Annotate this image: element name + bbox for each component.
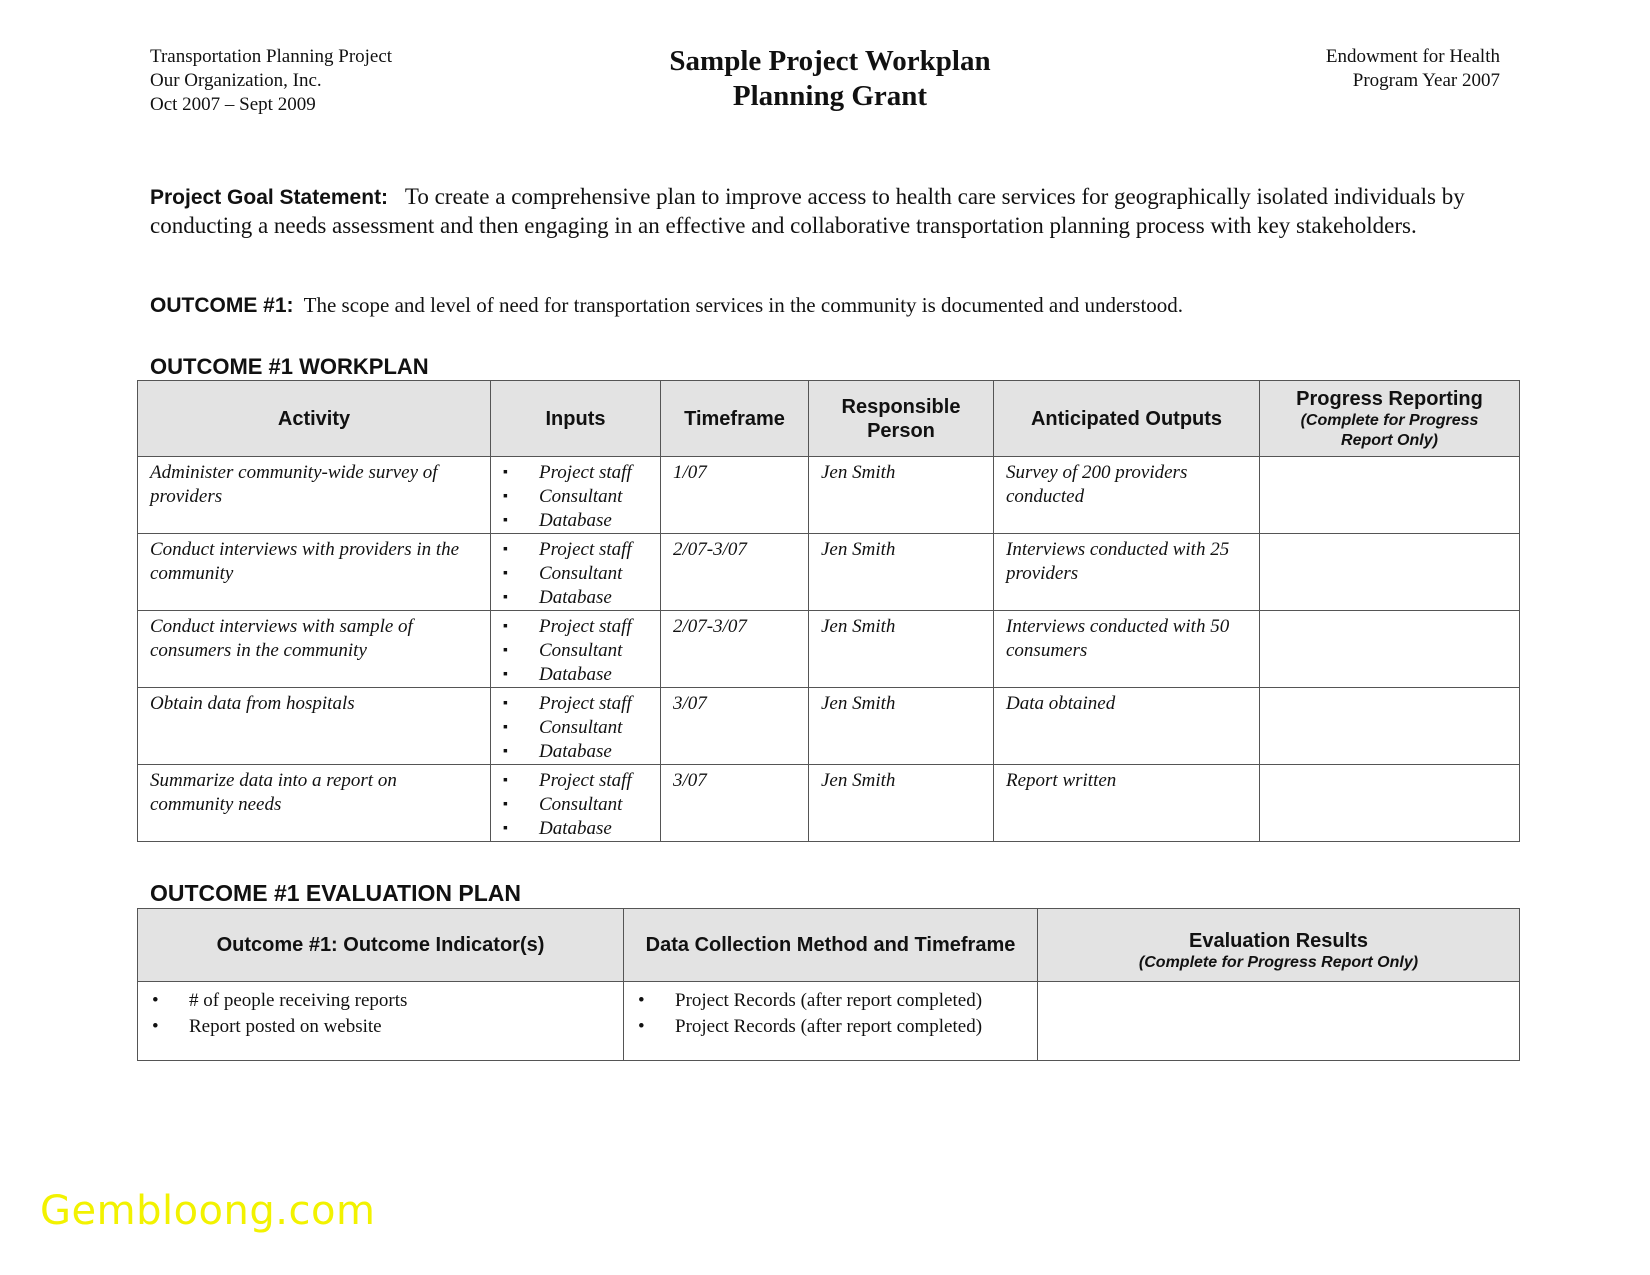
responsible-person-cell: Jen Smith — [809, 457, 994, 534]
indicator-item: • Report posted on website — [150, 1014, 611, 1040]
funder-name: Endowment for Health — [1325, 46, 1500, 67]
progress-reporting-label: Progress Reporting — [1296, 387, 1483, 410]
outputs-cell: Interviews conducted with 50 consumers — [994, 611, 1260, 688]
inputs-cell — [491, 457, 661, 534]
organization-name: Our Organization, Inc. — [150, 70, 322, 91]
methods-cell — [624, 982, 1038, 1061]
table-row — [138, 611, 1520, 688]
bullet-icon: ▪ — [503, 667, 508, 682]
timeframe-cell: 3/07 — [661, 765, 809, 842]
input-item: ▪ Database — [503, 664, 612, 685]
outputs-cell: Interviews conducted with 25 providers — [994, 534, 1260, 611]
responsible-person-cell: Jen Smith — [809, 765, 994, 842]
progress-cell — [1260, 534, 1520, 611]
bullet-icon: • — [152, 1016, 159, 1037]
header-anticipated-outputs: Anticipated Outputs — [994, 381, 1260, 457]
header-outcome-indicators: Outcome #1: Outcome Indicator(s) — [138, 909, 624, 982]
header-data-collection: Data Collection Method and Timeframe — [624, 909, 1038, 982]
input-item: ▪ Consultant — [503, 486, 623, 507]
header-responsible-person: Responsible Person — [809, 381, 994, 457]
inputs-cell — [491, 534, 661, 611]
input-item: ▪ Project staff — [503, 693, 632, 714]
program-year: Program Year 2007 — [1352, 70, 1500, 91]
bullet-icon: ▪ — [503, 773, 508, 788]
bullet-icon: ▪ — [503, 590, 508, 605]
bullet-icon: ▪ — [503, 643, 508, 658]
goal-label: Project Goal Statement: — [150, 186, 389, 209]
responsible-person-cell: Jen Smith — [809, 688, 994, 765]
progress-cell — [1260, 457, 1520, 534]
evaluation-results-cell — [1038, 982, 1520, 1061]
bullet-icon: ▪ — [503, 720, 508, 735]
table-row — [138, 765, 1520, 842]
bullet-icon: ▪ — [503, 542, 508, 557]
table-row — [138, 688, 1520, 765]
inputs-cell — [491, 688, 661, 765]
table-row — [138, 534, 1520, 611]
header-progress-reporting — [1260, 381, 1520, 457]
bullet-icon: • — [638, 990, 645, 1011]
bullet-icon: ▪ — [503, 696, 508, 711]
input-item: ▪ Database — [503, 587, 612, 608]
input-item: ▪ Project staff — [503, 770, 632, 791]
timeframe-cell: 3/07 — [661, 688, 809, 765]
project-dates: Oct 2007 – Sept 2009 — [150, 94, 316, 115]
project-name: Transportation Planning Project — [150, 46, 393, 67]
goal-text: To create a comprehensive plan to improve access to health care services for geographically isolated individuals by conducting a needs assessment and then engaging in an effective and collaborative transportation planning process with key stakeholders. — [150, 184, 1465, 238]
bullet-icon: ▪ — [503, 797, 508, 812]
activity-cell: Obtain data from hospitals — [138, 688, 491, 765]
header-right — [1326, 45, 1500, 93]
activity-cell: Conduct interviews with providers in the community — [138, 534, 491, 611]
timeframe-cell: 1/07 — [661, 457, 809, 534]
responsible-person-cell: Jen Smith — [809, 534, 994, 611]
inputs-cell — [491, 611, 661, 688]
inputs-cell — [491, 765, 661, 842]
goal-statement — [150, 183, 1510, 240]
progress-cell — [1260, 611, 1520, 688]
bullet-icon: ▪ — [503, 821, 508, 836]
indicator-item: • # of people receiving reports — [150, 988, 611, 1014]
input-item: ▪ Database — [503, 818, 612, 839]
page-subtitle: Planning Grant — [732, 80, 928, 112]
outputs-cell: Data obtained — [994, 688, 1260, 765]
input-item: ▪ Consultant — [503, 794, 623, 815]
indicators-cell — [138, 982, 624, 1061]
workplan-table — [137, 380, 1520, 842]
progress-reporting-note: (Complete for Progress Report Only) — [1300, 411, 1479, 449]
bullet-icon: ▪ — [503, 566, 508, 581]
header-title — [530, 44, 1130, 114]
activity-cell: Summarize data into a report on community needs — [138, 765, 491, 842]
evaluation-title: OUTCOME #1 EVALUATION PLAN — [150, 880, 521, 906]
bullet-icon: ▪ — [503, 489, 508, 504]
workplan-header-row — [138, 381, 1520, 457]
outcome-text: The scope and level of need for transportation services in the community is documented and understood. — [303, 293, 1184, 317]
input-item: ▪ Project staff — [503, 462, 632, 483]
bullet-icon: • — [152, 990, 159, 1011]
header-left — [150, 45, 392, 117]
outcome-label: OUTCOME #1: — [150, 294, 294, 317]
activity-cell: Conduct interviews with sample of consumers in the community — [138, 611, 491, 688]
input-item: ▪ Consultant — [503, 563, 623, 584]
page-title: Sample Project Workplan — [669, 45, 991, 77]
activity-cell: Administer community-wide survey of providers — [138, 457, 491, 534]
input-item: ▪ Consultant — [503, 640, 623, 661]
workplan-title: OUTCOME #1 WORKPLAN — [150, 354, 429, 379]
watermark-text: Gembloong.com — [40, 1188, 376, 1234]
bullet-icon: ▪ — [503, 513, 508, 528]
bullet-icon: ▪ — [503, 619, 508, 634]
header-activity: Activity — [138, 381, 491, 457]
evaluation-header-row — [138, 909, 1520, 982]
evaluation-row — [138, 982, 1520, 1061]
header-timeframe: Timeframe — [661, 381, 809, 457]
bullet-icon: • — [638, 1016, 645, 1037]
method-item: • Project Records (after report completed) — [636, 988, 1025, 1014]
outputs-cell: Survey of 200 providers conducted — [994, 457, 1260, 534]
bullet-icon: ▪ — [503, 744, 508, 759]
evaluation-results-label: Evaluation Results — [1189, 930, 1368, 952]
header-evaluation-results — [1038, 909, 1520, 982]
input-item: ▪ Project staff — [503, 539, 632, 560]
table-row — [138, 457, 1520, 534]
evaluation-table — [137, 908, 1520, 1061]
timeframe-cell: 2/07-3/07 — [661, 611, 809, 688]
input-item: ▪ Database — [503, 741, 612, 762]
input-item: ▪ Consultant — [503, 717, 623, 738]
progress-cell — [1260, 688, 1520, 765]
timeframe-cell: 2/07-3/07 — [661, 534, 809, 611]
responsible-person-cell: Jen Smith — [809, 611, 994, 688]
outputs-cell: Report written — [994, 765, 1260, 842]
evaluation-results-note: (Complete for Progress Report Only) — [1138, 954, 1419, 971]
progress-cell — [1260, 765, 1520, 842]
header-inputs: Inputs — [491, 381, 661, 457]
input-item: ▪ Database — [503, 510, 612, 531]
bullet-icon: ▪ — [503, 465, 508, 480]
input-item: ▪ Project staff — [503, 616, 632, 637]
method-item: • Project Records (after report completed) — [636, 1014, 1025, 1040]
outcome-statement — [150, 293, 1183, 318]
